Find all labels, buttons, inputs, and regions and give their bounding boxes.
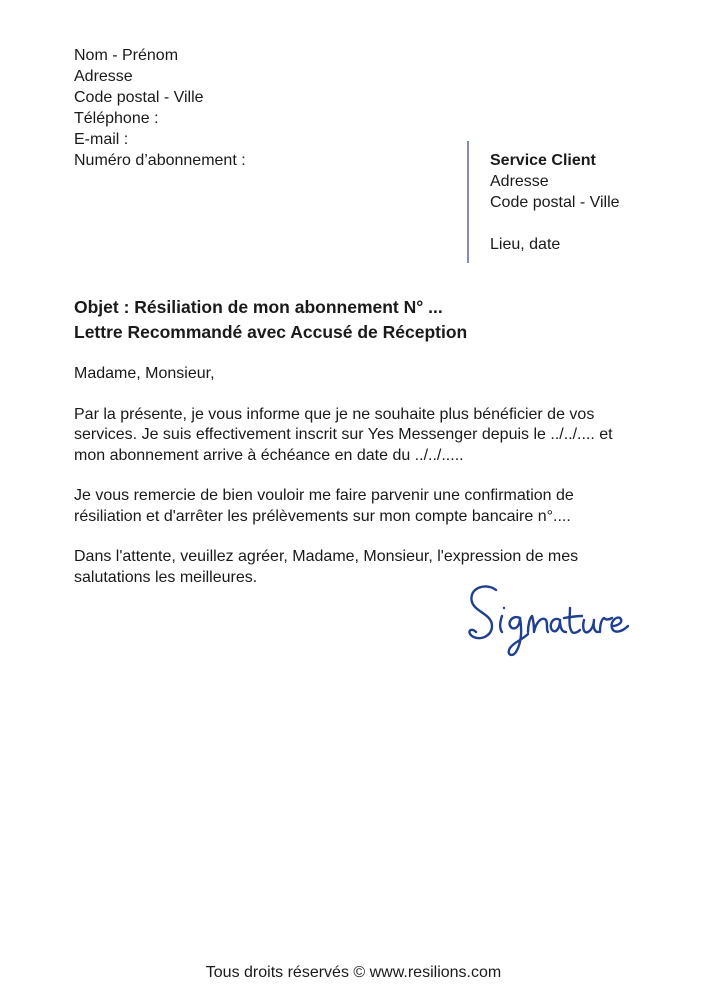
recipient-address: Adresse <box>490 173 549 190</box>
footer-copyright: Tous droits réservés © www.resilions.com <box>205 964 502 981</box>
paragraph-1: Par la présente, je vous informe que je ne souhaite plus bénéficier de vos services. Je suis effectivement inscrit sur Yes Messenger depuis le ../../.... et mon abonnement arrive à échéance en date du ../../..... <box>74 405 613 464</box>
sender-address: Adresse <box>74 68 133 85</box>
place-date: Lieu, date <box>490 236 561 253</box>
sender-subscription-number: Numéro d’abonnement : <box>74 152 246 169</box>
salutation: Madame, Monsieur, <box>74 365 215 382</box>
subject-block <box>74 295 467 345</box>
subject-line-2: Lettre Recommandé avec Accusé de Réception <box>74 322 468 342</box>
signature-image <box>462 580 642 660</box>
recipient-divider <box>467 141 469 263</box>
recipient-spacer <box>490 213 620 234</box>
sender-phone: Téléphone : <box>74 110 159 127</box>
recipient-postal-city: Code postal - Ville <box>490 194 620 211</box>
subject-line-1: Objet : Résiliation de mon abonnement N° ... <box>74 297 443 317</box>
paragraph-2: Je vous remercie de bien vouloir me faire parvenir une confirmation de résiliation et d'arrêter les prélèvements sur mon compte bancaire n°.... <box>74 487 574 525</box>
sender-name: Nom - Prénom <box>74 47 179 64</box>
recipient-company: Service Client <box>490 152 596 169</box>
sender-email: E-mail : <box>74 131 129 148</box>
sender-postal-city: Code postal - Ville <box>74 89 204 106</box>
sender-block <box>74 45 246 171</box>
letter-body <box>74 364 644 608</box>
recipient-block <box>490 150 620 255</box>
closing-paragraph: Dans l'attente, veuillez agréer, Madame, Monsieur, l'expression de mes salutations les meilleures. <box>74 548 579 586</box>
